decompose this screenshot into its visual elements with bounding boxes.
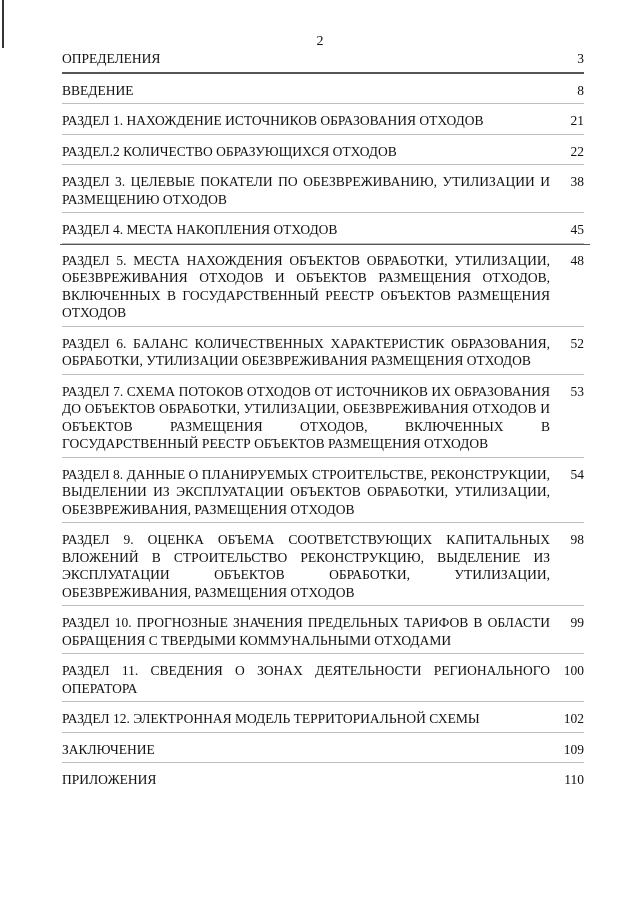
- toc-row[interactable]: [62, 375, 584, 458]
- toc-page: 52: [570, 335, 584, 351]
- toc-title: РАЗДЕЛ 12. ЭЛЕКТРОННАЯ МОДЕЛЬ ТЕРРИТОРИАЛЬНОЙ СХЕМЫ: [62, 711, 480, 726]
- toc-row[interactable]: [62, 702, 584, 733]
- toc-row[interactable]: [62, 48, 584, 74]
- toc-title: РАЗДЕЛ 11. СВЕДЕНИЯ О ЗОНАХ ДЕЯТЕЛЬНОСТИ РЕГИОНАЛЬНОГО ОПЕРАТОРА: [62, 663, 550, 696]
- toc-row[interactable]: [62, 104, 584, 135]
- toc-title: РАЗДЕЛ 10. ПРОГНОЗНЫЕ ЗНАЧЕНИЯ ПРЕДЕЛЬНЫХ ТАРИФОВ В ОБЛАСТИ ОБРАЩЕНИЯ С ТВЕРДЫМИ КОММУНАЛЬНЫМИ ОТХОДАМИ: [62, 615, 550, 648]
- toc-page: 100: [563, 663, 584, 678]
- toc-title: РАЗДЕЛ.2 КОЛИЧЕСТВО ОБРАЗУЮЩИХСЯ ОТХОДОВ: [62, 143, 397, 159]
- toc-title: ПРИЛОЖЕНИЯ: [62, 772, 157, 787]
- toc-page: 48: [570, 252, 584, 268]
- toc-title: РАЗДЕЛ 8. ДАННЫЕ О ПЛАНИРУЕМЫХ СТРОИТЕЛЬСТВЕ, РЕКОНСТРУКЦИИ, ВЫДЕЛЕНИИ ИЗ ЭКСПЛУАТАЦИИ ОБЪЕКТОВ ОБРАБОТКИ, УТИЛИЗАЦИИ, ОБЕЗВРЕЖИВАНИЯ, РАЗМЕЩЕНИЯ ОТХОДОВ: [62, 466, 550, 517]
- toc-row[interactable]: [62, 244, 584, 327]
- toc-row[interactable]: [62, 523, 584, 606]
- toc-page: 21: [570, 113, 584, 128]
- toc-page: 54: [570, 466, 584, 482]
- toc-page: 99: [570, 615, 584, 630]
- toc-page: 38: [570, 174, 584, 189]
- toc-title: РАЗДЕЛ 5. МЕСТА НАХОЖДЕНИЯ ОБЪЕКТОВ ОБРАБОТКИ, УТИЛИЗАЦИИ, ОБЕЗВРЕЖИВАНИЯ ОТХОДОВ И ОБЪЕКТОВ РАЗМЕЩЕНИЯ ОТХОДОВ, ВКЛЮЧЕННЫХ В ГОСУДАРСТВЕННЫЙ РЕЕСТР ОБЪЕКТОВ РАЗМЕЩЕНИЯ ОТХОДОВ: [62, 252, 550, 320]
- toc-row[interactable]: [62, 74, 584, 105]
- page-number: 2: [316, 34, 324, 49]
- toc-row[interactable]: [62, 458, 584, 524]
- toc-row[interactable]: [62, 654, 584, 702]
- toc-title: РАЗДЕЛ 4. МЕСТА НАКОПЛЕНИЯ ОТХОДОВ: [62, 222, 338, 237]
- toc-row[interactable]: [62, 135, 584, 166]
- toc-page: 8: [577, 82, 584, 98]
- toc-row[interactable]: [62, 165, 584, 213]
- toc-title: ОПРЕДЕЛЕНИЯ: [62, 51, 161, 66]
- toc-page: 45: [570, 222, 584, 237]
- toc-title: РАЗДЕЛ 9. ОЦЕНКА ОБЪЕМА СООТВЕТСТВУЮЩИХ КАПИТАЛЬНЫХ ВЛОЖЕНИЙ В СТРОИТЕЛЬСТВО РЕКОНСТРУКЦИЮ, ВЫДЕЛЕНИЕ ИЗ ЭКСПЛУАТАЦИИ ОБЪЕКТОВ ОБРАБОТКИ, УТИЛИЗАЦИИ, ОБЕЗВРЕЖИВАНИЯ, РАЗМЕЩЕНИЯ ОТХОДОВ: [62, 532, 550, 600]
- toc-page: 110: [564, 772, 584, 787]
- toc-row[interactable]: [62, 327, 584, 375]
- toc-title: РАЗДЕЛ 6. БАЛАНС КОЛИЧЕСТВЕННЫХ ХАРАКТЕРИСТИК ОБРАЗОВАНИЯ, ОБРАБОТКИ, УТИЛИЗАЦИИ ОБЕЗВРЕЖИВАНИЯ РАЗМЕЩЕНИЯ ОТХОДОВ: [62, 335, 550, 368]
- toc-row[interactable]: [62, 213, 584, 244]
- toc-row[interactable]: [62, 733, 584, 764]
- toc-page: 102: [563, 711, 584, 726]
- toc-title: РАЗДЕЛ 1. НАХОЖДЕНИЕ ИСТОЧНИКОВ ОБРАЗОВАНИЯ ОТХОДОВ: [62, 113, 484, 128]
- toc-title: ЗАКЛЮЧЕНИЕ: [62, 741, 155, 757]
- toc-page: 53: [570, 383, 584, 399]
- table-of-contents: [62, 48, 584, 793]
- toc-title: РАЗДЕЛ 3. ЦЕЛЕВЫЕ ПОКАТЕЛИ ПО ОБЕЗВРЕЖИВАНИЮ, УТИЛИЗАЦИИ И РАЗМЕЩЕНИЮ ОТХОДОВ: [62, 174, 550, 207]
- toc-row[interactable]: [62, 606, 584, 654]
- toc-page: 3: [577, 51, 584, 66]
- toc-page: 109: [563, 741, 584, 757]
- toc-title: ВВЕДЕНИЕ: [62, 82, 134, 98]
- toc-page: 22: [570, 143, 584, 159]
- toc-row[interactable]: [62, 763, 584, 793]
- toc-page: 98: [570, 532, 584, 547]
- toc-title: РАЗДЕЛ 7. СХЕМА ПОТОКОВ ОТХОДОВ ОТ ИСТОЧНИКОВ ИХ ОБРАЗОВАНИЯ ДО ОБЪЕКТОВ ОБРАБОТКИ, УТИЛИЗАЦИИ, ОБЕЗВРЕЖИВАНИЯ ОТХОДОВ И ОБЪЕКТОВ РАЗМЕЩЕНИЯ ОТХОДОВ, ВКЛЮЧЕННЫХ В ГОСУДАРСТВЕННЫЙ РЕЕСТР ОБЪЕКТОВ РАЗМЕЩЕНИЯ ОТХОДОВ: [62, 383, 550, 451]
